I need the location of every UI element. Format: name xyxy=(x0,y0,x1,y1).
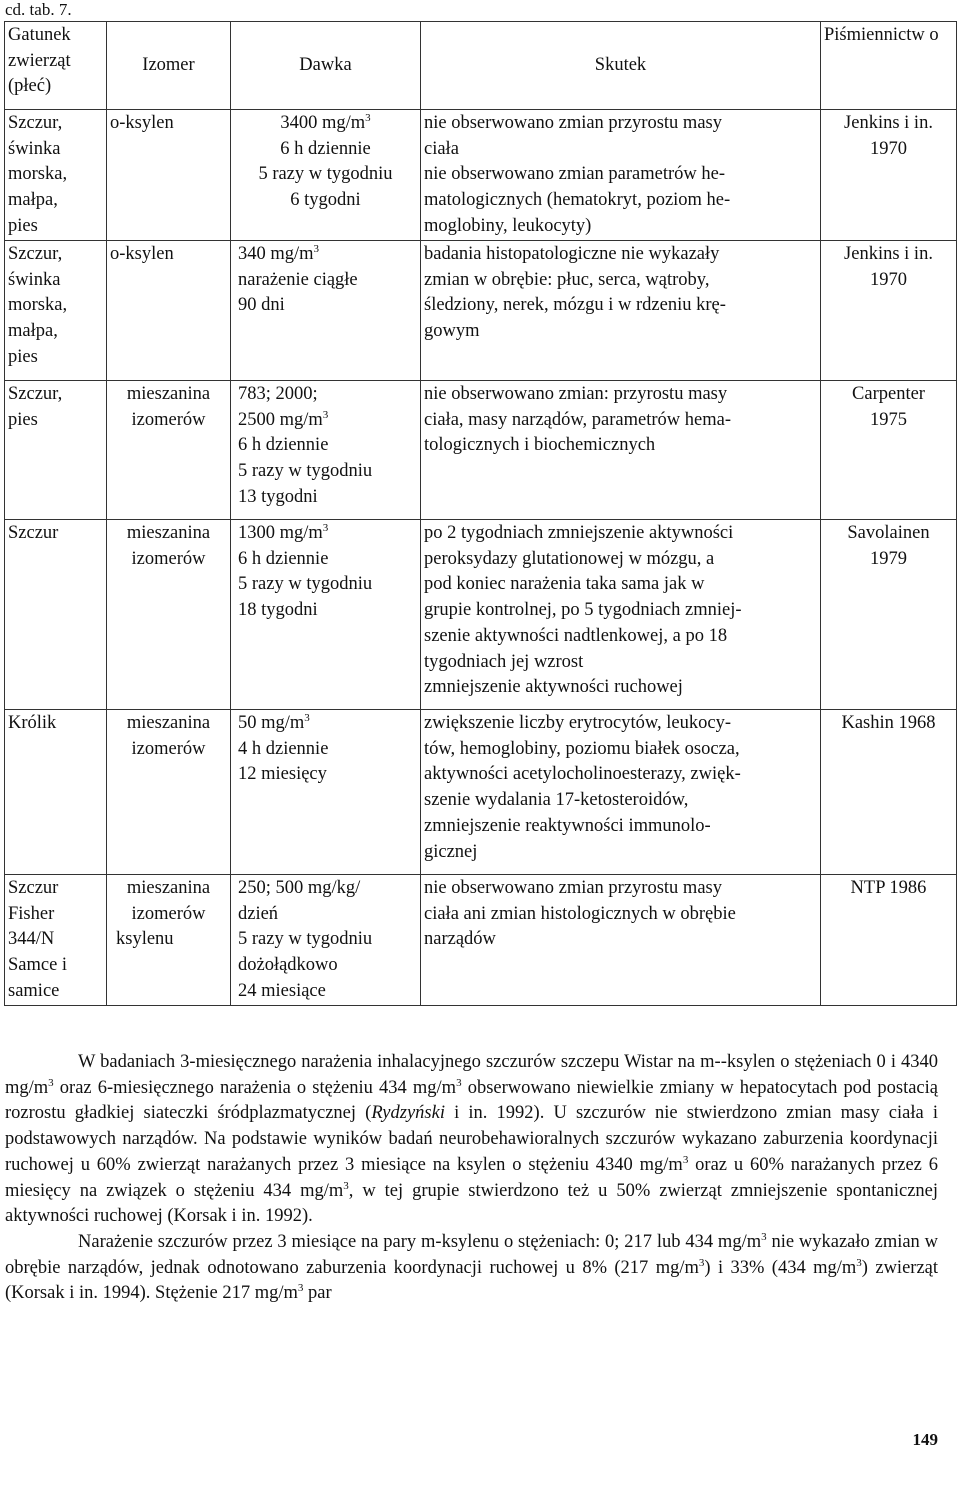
species-cell: Szczur, świnka morska, małpa, pies xyxy=(5,241,107,381)
effect-cell: nie obserwowano zmian: przyrostu masy ciała, masy narządów, parametrów hema- tologicznych i biochemicznych xyxy=(421,381,821,520)
body-text xyxy=(5,1050,938,1307)
table-row xyxy=(5,710,957,875)
effect-cell: nie obserwowano zmian przyrostu masy ciała nie obserwowano zmian parametrów he- matologicznych (hematokryt, poziom he- moglobiny, leukocyty) xyxy=(421,110,821,241)
table-header-row xyxy=(5,22,957,110)
header-literature: Piśmiennictw o xyxy=(821,22,957,110)
header-effect: Skutek xyxy=(421,22,821,110)
literature-cell: Jenkins i in. 1970 xyxy=(821,241,957,381)
isomer-cell: mieszanina izomerów xyxy=(107,520,231,710)
table-row xyxy=(5,520,957,710)
literature-cell: Carpenter 1975 xyxy=(821,381,957,520)
paragraph-2: Narażenie szczurów przez 3 miesiące na pary m-ksylenu o stężeniach: 0; 217 lub 434 $mg/m^3$ nie wykazało zmian w obrębie narządów, jednak odnotowano zaburzenia koordynacji ruchowej u 8% (217 $mg/m^3$) i 33% (434 $mg/m^3$) zwierząt (Korsak i in. 1994). Stężenie 217 $mg/m^3$ par xyxy=(5,1230,939,1304)
page-number: 149 xyxy=(912,1430,938,1449)
table-row xyxy=(5,875,957,1006)
toxicity-table xyxy=(4,21,957,1006)
literature-cell: Savolainen 1979 xyxy=(821,520,957,710)
isomer-cell: mieszanina izomerów xyxy=(107,381,231,520)
isomer-cell: mieszanina izomerów ksylenu xyxy=(107,875,231,1006)
dose-cell: 783; 2000; 2500 $mg/m^3$ 6 h dziennie 5 razy w tygodniu 13 tygodni xyxy=(231,381,421,520)
species-cell: Szczur, świnka morska, małpa, pies xyxy=(5,110,107,241)
dose-cell: 340 $mg/m^3$ narażenie ciągłe 90 dni xyxy=(231,241,421,381)
header-isomer: Izomer xyxy=(107,22,231,110)
table-row xyxy=(5,381,957,520)
effect-cell: zwiększenie liczby erytrocytów, leukocy- tów, hemoglobiny, poziomu białek osocza, aktywności acetylocholinoesterazy, zwięk- szenie wydalania 17-ketosteroidów, zmniejszenie reaktywności immunolo- gicznej xyxy=(421,710,821,875)
isomer-cell: o-ksylen xyxy=(107,241,231,381)
species-cell: Szczur, pies xyxy=(5,381,107,520)
isomer-cell: o-ksylen xyxy=(107,110,231,241)
citation-author: Rydzyński xyxy=(371,1103,445,1124)
literature-cell: Kashin 1968 xyxy=(821,710,957,875)
effect-cell: badania histopatologiczne nie wykazały zmian w obrębie: płuc, serca, wątroby, śledziony, nerek, mózgu i w rdzeniu krę- gowym xyxy=(421,241,821,381)
dose-cell: 250; 500 mg/kg/ dzień 5 razy w tygodniu dożołądkowo 24 miesiące xyxy=(231,875,421,1006)
dose-cell: 50 $mg/m^3$ 4 h dziennie 12 miesięcy xyxy=(231,710,421,875)
header-species: Gatunek zwierząt (płeć) xyxy=(5,22,107,110)
isomer-cell: mieszanina izomerów xyxy=(107,710,231,875)
table-continuation-label: cd. tab. 7. xyxy=(5,0,72,19)
species-cell: Królik xyxy=(5,710,107,875)
effect-cell: po 2 tygodniach zmniejszenie aktywności peroksydazy glutationowej w mózgu, a pod koniec narażenia taka sama jak w grupie kontrolnej, po 5 tygodniach zmniej- szenie aktywności nadtlenkowej, a po 18 tygodniach jej wzrost zmniejszenie aktywności ruchowej xyxy=(421,520,821,710)
species-cell: Szczur xyxy=(5,520,107,710)
species-cell: Szczur Fisher 344/N Samce i samice xyxy=(5,875,107,1006)
table-row xyxy=(5,110,957,241)
literature-cell: NTP 1986 xyxy=(821,875,957,1006)
dose-cell: 3400 $mg/m^3$ 6 h dziennie 5 razy w tygodniu 6 tygodni xyxy=(231,110,421,241)
dose-cell: 1300 $mg/m^3$ 6 h dziennie 5 razy w tygodniu 18 tygodni xyxy=(231,520,421,710)
paragraph-1: W badaniach 3-miesięcznego narażenia inhalacyjnego szczurów szczepu Wistar na m--ksylen o stężeniach 0 i 4340 $mg/m^3$ oraz 6-miesięcznego narażenia o stężeniu 434 $mg/m^3$ obserwowano niewielkie zmiany w hepatocytach pod postacią rozrostu gładkiej siateczki śródplazmatycznej (Rydzyński i in. 1992). U szczurów nie stwierdzono zmian masy ciała i podstawowych narządów. Na podstawie wyników badań neurobehawioralnych szczurów wykazano zaburzenia koordynacji ruchowej u 60% zwierząt narażanych przez 3 miesiące na ksylen o stężeniu 4340 $mg/m^3$ oraz u 60% narażanych przez 6 miesięcy na związek o stężeniu 434 $mg/m^3$, w tej grupie stwierdzono też u 50% zwierząt zmniejszenie spontanicznej aktywności ruchowej (Korsak i in. 1992). xyxy=(5,1052,939,1227)
effect-cell: nie obserwowano zmian przyrostu masy ciała ani zmian histologicznych w obrębie narządów xyxy=(421,875,821,1006)
table-row xyxy=(5,241,957,381)
header-dose: Dawka xyxy=(231,22,421,110)
literature-cell: Jenkins i in. 1970 xyxy=(821,110,957,241)
